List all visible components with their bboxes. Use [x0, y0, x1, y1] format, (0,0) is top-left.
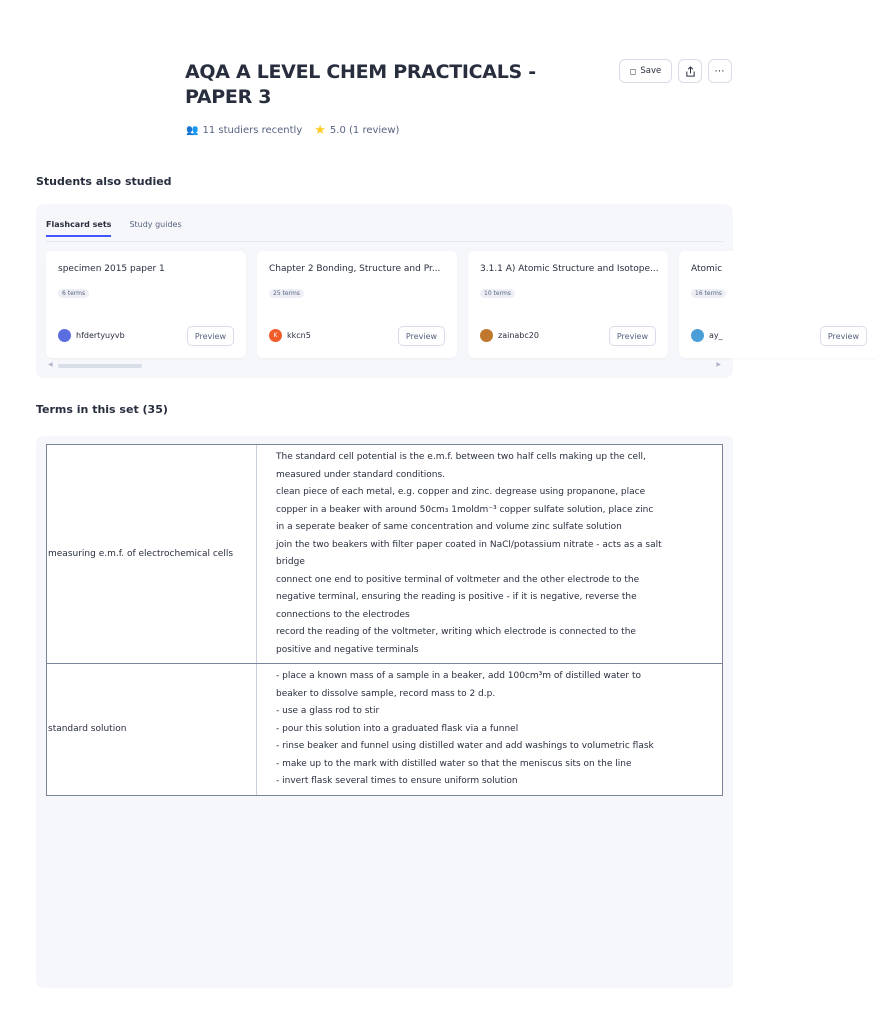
page-title: AQA A LEVEL CHEM PRACTICALS - PAPER 3 [185, 61, 536, 108]
definition-line: clean piece of each metal, e.g. copper and zinc. degrease using propanone, place copper in a beaker with around 50cm₃ 1moldm⁻³ copper sulfate solution, place zinc in a seperate beaker of same concentration and volume zinc sulfate solution [276, 487, 654, 532]
set-card[interactable] [468, 251, 668, 358]
card-title: Atomic [691, 264, 723, 274]
share-icon [685, 66, 696, 77]
also-studied-heading: Students also studied [36, 175, 172, 188]
header-actions [619, 59, 732, 83]
scroll-left-icon[interactable]: ◀ [48, 361, 53, 368]
username: zainabc20 [498, 331, 539, 340]
set-card[interactable] [257, 251, 457, 358]
also-studied-carousel [36, 204, 859, 378]
set-card[interactable] [679, 251, 879, 358]
terms-badge: 25 terms [269, 289, 304, 298]
studiers-count: 11 studiers recently [202, 125, 303, 136]
terms-table [46, 444, 723, 796]
card-title: 3.1.1 A) Atomic Structure and Isotope... [480, 264, 659, 274]
definition-line: connect one end to positive terminal of voltmeter and the other electrode to the negative terminal, ensuring the reading is positive - if it is negative, reverse the connections to the electrodes [276, 574, 640, 620]
definition-line: record the reading of the voltmeter, writing which electrode is connected to the positive and negative terminals [276, 627, 636, 655]
save-label: Save [640, 66, 662, 76]
more-icon: ⋯ [714, 65, 726, 77]
card-user [58, 329, 125, 342]
scroll-thumb[interactable] [58, 364, 142, 368]
more-options-button[interactable] [708, 59, 732, 83]
username: ay_ [709, 331, 723, 340]
avatar [58, 329, 71, 342]
definition-text [257, 664, 722, 795]
card-user [691, 329, 723, 342]
definition-line: - place a known mass of a sample in a beaker, add 100cm³m of distilled water to beaker to dissolve sample, record mass to 2 d.p. [276, 671, 642, 699]
definition-line: join the two beakers with filter paper coated in NaCl/potassium nitrate - acts as a salt bridge [276, 539, 662, 567]
terms-heading: Terms in this set (35) [36, 403, 168, 416]
definition-line: - invert flask several times to ensure uniform solution [276, 776, 518, 786]
card-user [269, 329, 311, 342]
term-text: standard solution [47, 664, 257, 795]
terms-badge: 10 terms [480, 289, 515, 298]
carousel-scrollbar[interactable] [48, 363, 721, 369]
tab-flashcard-sets[interactable]: Flashcard sets [46, 220, 111, 237]
set-card[interactable] [46, 251, 246, 358]
card-user [480, 329, 539, 342]
preview-button[interactable]: Preview [609, 326, 656, 346]
save-button[interactable] [619, 59, 672, 83]
definition-line: - make up to the mark with distilled water so that the meniscus sits on the line [276, 758, 632, 769]
preview-button[interactable]: Preview [820, 326, 867, 346]
preview-button[interactable]: Preview [187, 326, 234, 346]
definition-line: - use a glass rod to stir [276, 706, 380, 716]
tab-divider [46, 241, 723, 242]
preview-button[interactable]: Preview [398, 326, 445, 346]
terms-badge: 16 terms [691, 289, 726, 298]
terms-panel [36, 436, 733, 988]
avatar: K [269, 329, 282, 342]
star-icon: ★ [314, 123, 326, 138]
set-meta [186, 123, 399, 138]
tab-study-guides[interactable]: Study guides [129, 220, 182, 229]
table-row [47, 664, 722, 795]
card-title: Chapter 2 Bonding, Structure and Pr... [269, 264, 441, 274]
definition-text [257, 445, 722, 663]
scroll-right-icon[interactable]: ▶ [716, 361, 721, 368]
username: kkcn5 [287, 331, 311, 340]
carousel-tabs [46, 220, 182, 237]
username: hfdertyuyvb [76, 331, 125, 340]
avatar [691, 329, 704, 342]
card-title: specimen 2015 paper 1 [58, 264, 165, 274]
rating-text[interactable]: 5.0 (1 review) [329, 125, 400, 136]
definition-line: The standard cell potential is the e.m.f. between two half cells making up the cell, measured under standard conditions. [276, 452, 646, 480]
avatar [480, 329, 493, 342]
bookmark-icon: ◻ [629, 66, 637, 76]
users-icon: 👥 [186, 125, 199, 136]
table-row [47, 445, 722, 664]
term-text: measuring e.m.f. of electrochemical cells [47, 445, 257, 663]
definition-line: - pour this solution into a graduated flask via a funnel [276, 723, 519, 734]
terms-badge: 6 terms [58, 289, 89, 298]
definition-line: - rinse beaker and funnel using distilled water and add washings to volumetric flask [276, 741, 654, 751]
share-button[interactable] [678, 59, 702, 83]
card-list [46, 251, 879, 358]
